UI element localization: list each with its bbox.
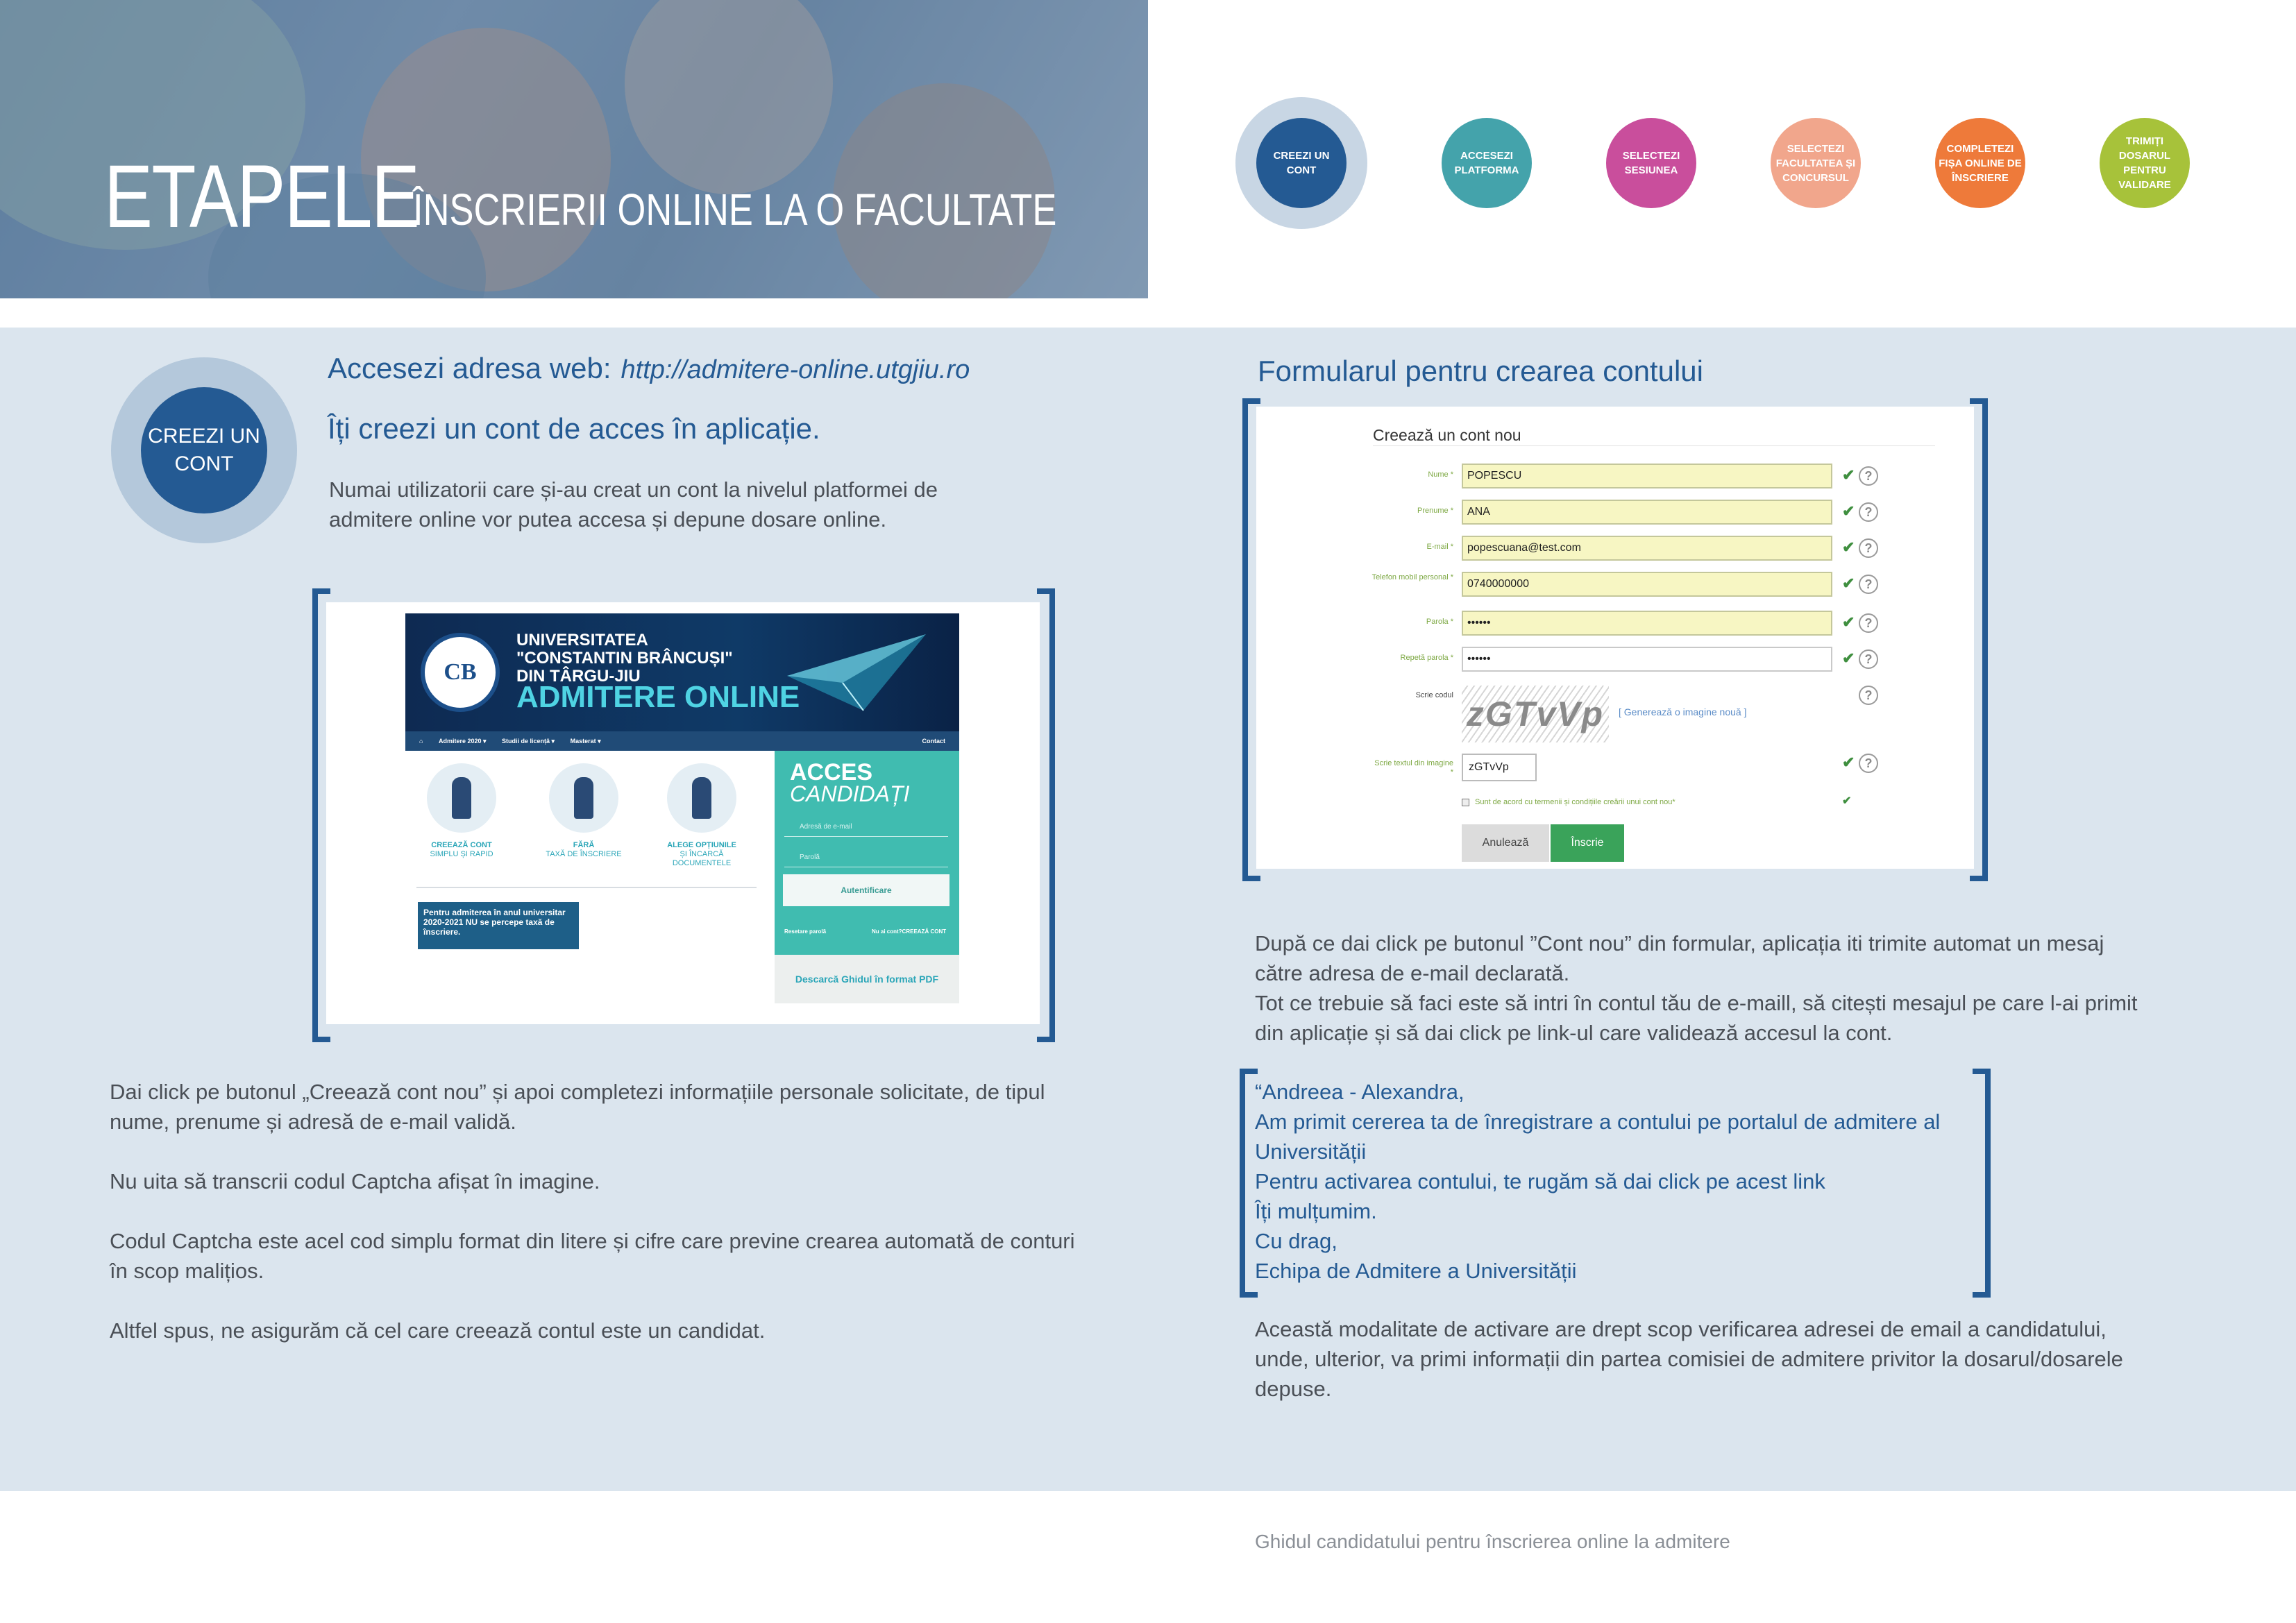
email-field[interactable]: Adresă de e-mail bbox=[784, 817, 948, 837]
feature-no-fee: FĂRĂ TAXĂ DE ÎNSCRIERE bbox=[532, 763, 636, 859]
repeat-password-field[interactable]: •••••• bbox=[1462, 647, 1832, 672]
step-1: CREEZI UN CONT bbox=[1256, 118, 1347, 208]
university-logo: CB bbox=[421, 633, 500, 712]
reset-password-link[interactable]: Resetare parolă bbox=[784, 928, 827, 935]
check-icon: ✔ bbox=[1842, 575, 1855, 592]
instructions-right: După ce dai click pe butonul ”Cont nou” din formular, aplicația iti trimite automat un mesaj către adresa de e-mail declarată. Tot ce trebuie să faci este să intri în contul tău de e-maill, să citești mesajul pe care l-ai primit din aplicație și să dai click pe link-ul care validează accesul la cont. bbox=[1255, 931, 2138, 1045]
field-label: Prenume * bbox=[1417, 507, 1453, 515]
email-field[interactable]: popescuana@test.com bbox=[1462, 536, 1832, 561]
page-footer: Ghidul candidatului pentru înscrierea online la admitere bbox=[1255, 1531, 1730, 1552]
submit-button[interactable]: Înscrie bbox=[1551, 824, 1624, 862]
login-panel: ACCES CANDIDAȚI Adresă de e-mail Parolă Autentificare Resetare parolă Nu ai cont?CREEAZĂ CONT bbox=[775, 751, 959, 955]
field-label: Telefon mobil personal * bbox=[1371, 573, 1453, 581]
site-nav bbox=[405, 731, 959, 751]
feature-illustration bbox=[427, 763, 496, 833]
email-example: “Andreea - Alexandra, Am primit cererea ta de înregistrare a contului pe portalul de admitere al Universității Pentru activarea contului, te rugăm să dai click pe acest link Îți mulțumim. Cu drag, Echipa de Admitere a Universității bbox=[1255, 1080, 1941, 1283]
help-icon[interactable]: ? bbox=[1859, 686, 1878, 705]
nav-masterat[interactable]: Masterat ▾ bbox=[570, 738, 601, 745]
divider bbox=[1373, 445, 1935, 446]
check-icon: ✔ bbox=[1842, 754, 1855, 771]
web-url-link[interactable]: http://admitere-online.utgjiu.ro bbox=[621, 355, 970, 384]
help-icon[interactable]: ? bbox=[1859, 754, 1878, 773]
step-badge: CREEZI UN CONT bbox=[141, 387, 267, 513]
terms-checkbox[interactable]: Sunt de acord cu termenii și condițiile creării unui cont nou* bbox=[1462, 798, 1675, 806]
pdf-download-link[interactable]: Descarcă Ghidul în format PDF bbox=[775, 955, 959, 1003]
help-icon[interactable]: ? bbox=[1859, 466, 1878, 486]
captcha-label: Scrie codul bbox=[1415, 691, 1453, 699]
page-title bbox=[104, 146, 1057, 248]
feature-options: ALEGE OPȚIUNILE ȘI ÎNCARCĂ DOCUMENTELE bbox=[650, 763, 754, 868]
header-photo bbox=[0, 0, 1148, 298]
help-icon[interactable]: ? bbox=[1859, 538, 1878, 558]
instructions-left bbox=[110, 1077, 1081, 1375]
step-4: SELECTEZI FACULTATEA ȘI CONCURSUL bbox=[1771, 118, 1861, 208]
last-name-field[interactable]: POPESCU bbox=[1462, 464, 1832, 488]
login-button[interactable]: Autentificare bbox=[783, 874, 949, 906]
step-6: TRIMIȚI DOSARUL PENTRU VALIDARE bbox=[2100, 118, 2190, 208]
check-icon: ✔ bbox=[1842, 649, 1855, 667]
nav-admitere[interactable]: Admitere 2020 ▾ bbox=[438, 738, 487, 745]
site-screenshot bbox=[326, 602, 1040, 1024]
checkbox-icon[interactable] bbox=[1462, 799, 1469, 806]
captcha-image: zGTvVp bbox=[1462, 686, 1609, 742]
captcha-input-label: Scrie textul din imagine * bbox=[1374, 759, 1453, 776]
home-icon[interactable]: ⌂ bbox=[419, 738, 423, 745]
account-heading: Îți creezi un cont de acces în aplicație. bbox=[328, 412, 820, 445]
check-icon: ✔ bbox=[1842, 538, 1855, 556]
steps-bar bbox=[1235, 97, 2221, 229]
feature-illustration bbox=[549, 763, 618, 833]
field-label: Nume * bbox=[1428, 470, 1453, 479]
check-icon: ✔ bbox=[1842, 466, 1855, 484]
step-5: COMPLETEZI FIȘA ONLINE DE ÎNSCRIERE bbox=[1935, 118, 2025, 208]
field-label: Parola * bbox=[1426, 618, 1453, 626]
step-badge-ring bbox=[111, 357, 297, 543]
form-title: Creează un cont nou bbox=[1373, 426, 1521, 444]
paragraph: Dai click pe butonul „Creează cont nou” și apoi completezi informațiile personale solicitate, de tipul nume, prenume și adresă de e-mail validă. bbox=[110, 1080, 1045, 1134]
regenerate-captcha-link[interactable]: [ Generează o imagine nouă ] bbox=[1619, 706, 1747, 717]
field-label: E-mail * bbox=[1426, 543, 1453, 551]
phone-field[interactable]: 0740000000 bbox=[1462, 572, 1832, 597]
feature-create-account: CREEAZĂ CONT SIMPLU ȘI RAPID bbox=[410, 763, 514, 859]
check-icon: ✔ bbox=[1842, 795, 1852, 807]
step-3: SELECTEZI SESIUNEA bbox=[1606, 118, 1696, 208]
paragraph: Nu uita să transcrii codul Captcha afișat în imagine. bbox=[110, 1169, 600, 1193]
form-screenshot bbox=[1256, 407, 1974, 869]
fee-note: Pentru admiterea în anul universitar 2020-2021 NU se percepe taxă de înscriere. bbox=[418, 902, 579, 949]
check-icon: ✔ bbox=[1842, 502, 1855, 520]
nav-contact[interactable]: Contact bbox=[922, 738, 945, 745]
help-icon[interactable]: ? bbox=[1859, 575, 1878, 594]
university-name: UNIVERSITATEA "CONSTANTIN BRÂNCUȘI" DIN TÂRGU-JIU bbox=[516, 631, 733, 686]
field-label: Repetă parola * bbox=[1400, 654, 1453, 662]
title-sub: ÎNSCRIERII ONLINE LA O FACULTATE bbox=[413, 185, 1057, 235]
captcha-input[interactable]: zGTvVp bbox=[1462, 754, 1537, 781]
create-account-link[interactable]: Nu ai cont?CREEAZĂ CONT bbox=[872, 928, 947, 935]
check-icon: ✔ bbox=[1842, 613, 1855, 631]
form-heading: Formularul pentru crearea contului bbox=[1258, 355, 1703, 387]
password-field[interactable]: Parolă bbox=[784, 848, 948, 867]
nav-licenta[interactable]: Studii de licență ▾ bbox=[502, 738, 555, 745]
web-address-heading: Accesezi adresa web: http://admitere-online.utgjiu.ro bbox=[328, 352, 970, 384]
bracket-right bbox=[1973, 1069, 1991, 1298]
paragraph: Codul Captcha este acel cod simplu format din litere și cifre care previne crearea automată de conturi în scop malițios. bbox=[110, 1229, 1075, 1283]
password-field[interactable]: •••••• bbox=[1462, 611, 1832, 636]
paper-plane-icon bbox=[780, 627, 933, 717]
feature-illustration bbox=[667, 763, 736, 833]
step-2: ACCESEZI PLATFORMA bbox=[1442, 118, 1532, 208]
help-icon[interactable]: ? bbox=[1859, 613, 1878, 633]
intro-text: Numai utilizatorii care și-au creat un cont la nivelul platformei de admitere online vor putea accesa și depune dosare online. bbox=[329, 477, 938, 532]
divider bbox=[416, 887, 757, 888]
help-icon[interactable]: ? bbox=[1859, 502, 1878, 522]
paragraph: Altfel spus, ne asigurăm că cel care creează contul este un candidat. bbox=[110, 1318, 766, 1343]
title-main: ETAPELE bbox=[104, 147, 419, 246]
cancel-button[interactable]: Anulează bbox=[1462, 824, 1549, 862]
activation-note: Această modalitate de activare are drept scop verificarea adresei de email a candidatului, unde, ulterior, va primi informații din partea comisiei de admitere privitor la dosarul/dosarele depuse. bbox=[1255, 1317, 2123, 1401]
first-name-field[interactable]: ANA bbox=[1462, 500, 1832, 525]
help-icon[interactable]: ? bbox=[1859, 649, 1878, 669]
site-banner bbox=[405, 613, 959, 731]
admitere-online-title: ADMITERE ONLINE bbox=[516, 680, 800, 714]
